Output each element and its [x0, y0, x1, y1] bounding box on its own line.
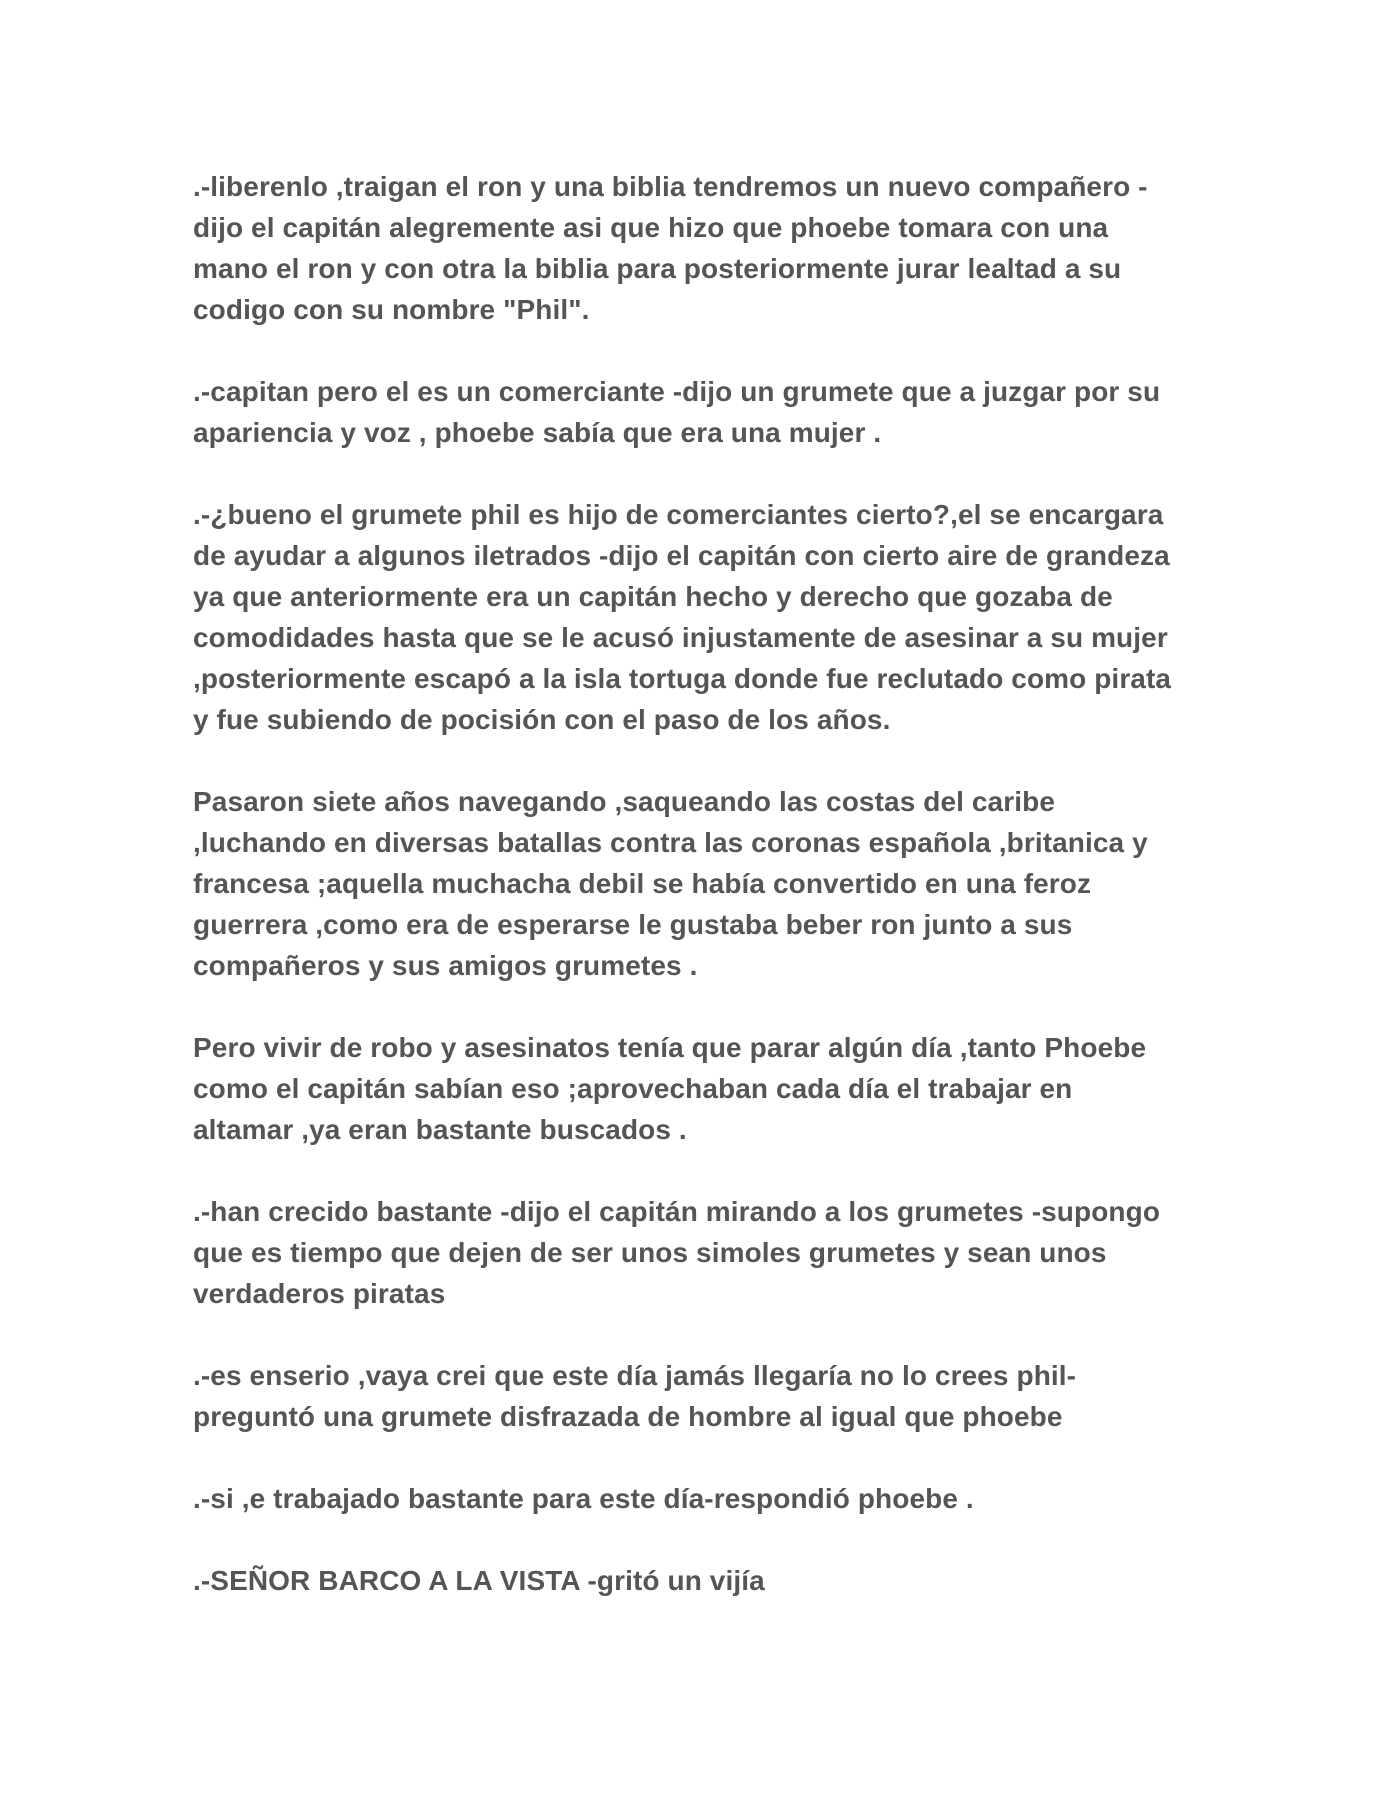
text-line: .-SEÑOR BARCO A LA VISTA -gritó un vijía — [193, 1565, 765, 1596]
text-line: como el capitán sabían eso ;aprovechaban cada día el trabajar en — [193, 1073, 1073, 1104]
text-line: dijo el capitán alegremente asi que hizo que phoebe tomara con una — [193, 212, 1109, 243]
paragraph-3 — [193, 494, 1203, 740]
paragraph-9 — [193, 1560, 1203, 1601]
text-line: ,luchando en diversas batallas contra las coronas española ,britanica y — [193, 827, 1148, 858]
text-line: .-¿bueno el grumete phil es hijo de comerciantes cierto?,el se encargara — [193, 499, 1164, 530]
text-line: ya que anteriormente era un capitán hecho y derecho que gozaba de — [193, 581, 1113, 612]
paragraph-5 — [193, 1027, 1203, 1150]
paragraph-2 — [193, 371, 1203, 453]
text-line: preguntó una grumete disfrazada de hombre al igual que phoebe — [193, 1401, 1063, 1432]
paragraph-8 — [193, 1478, 1203, 1519]
text-line: .-capitan pero el es un comerciante -dijo un grumete que a juzgar por su — [193, 376, 1161, 407]
text-line: que es tiempo que dejen de ser unos simoles grumetes y sean unos — [193, 1237, 1107, 1268]
text-line: ,posteriormente escapó a la isla tortuga donde fue reclutado como pirata — [193, 663, 1172, 694]
text-line: comodidades hasta que se le acusó injustamente de asesinar a su mujer — [193, 622, 1168, 653]
text-line: Pero vivir de robo y asesinatos tenía que parar algún día ,tanto Phoebe — [193, 1032, 1147, 1063]
text-line: .-han crecido bastante -dijo el capitán mirando a los grumetes -supongo — [193, 1196, 1161, 1227]
text-line: francesa ;aquella muchacha debil se había convertido en una feroz — [193, 868, 1092, 899]
text-line: mano el ron y con otra la biblia para posteriormente jurar lealtad a su — [193, 253, 1122, 284]
text-line: verdaderos piratas — [193, 1278, 446, 1309]
text-line: .-si ,e trabajado bastante para este día-respondió phoebe . — [193, 1483, 974, 1514]
story-text — [193, 166, 1203, 1601]
paragraph-1 — [193, 166, 1203, 330]
text-line: .-liberenlo ,traigan el ron y una biblia tendremos un nuevo compañero - — [193, 171, 1148, 202]
text-line: altamar ,ya eran bastante buscados . — [193, 1114, 687, 1145]
text-line: apariencia y voz , phoebe sabía que era una mujer . — [193, 417, 882, 448]
text-line: Pasaron siete años navegando ,saqueando las costas del caribe — [193, 786, 1055, 817]
paragraph-7 — [193, 1355, 1203, 1437]
text-line: guerrera ,como era de esperarse le gustaba beber ron junto a sus — [193, 909, 1073, 940]
text-line: compañeros y sus amigos grumetes . — [193, 950, 698, 981]
text-line: de ayudar a algunos iletrados -dijo el capitán con cierto aire de grandeza — [193, 540, 1170, 571]
paragraph-4 — [193, 781, 1203, 986]
text-line: codigo con su nombre "Phil". — [193, 294, 590, 325]
text-line: .-es enserio ,vaya crei que este día jamás llegaría no lo crees phil- — [193, 1360, 1077, 1391]
text-line: y fue subiendo de pocisión con el paso de los años. — [193, 704, 891, 735]
paragraph-6 — [193, 1191, 1203, 1314]
